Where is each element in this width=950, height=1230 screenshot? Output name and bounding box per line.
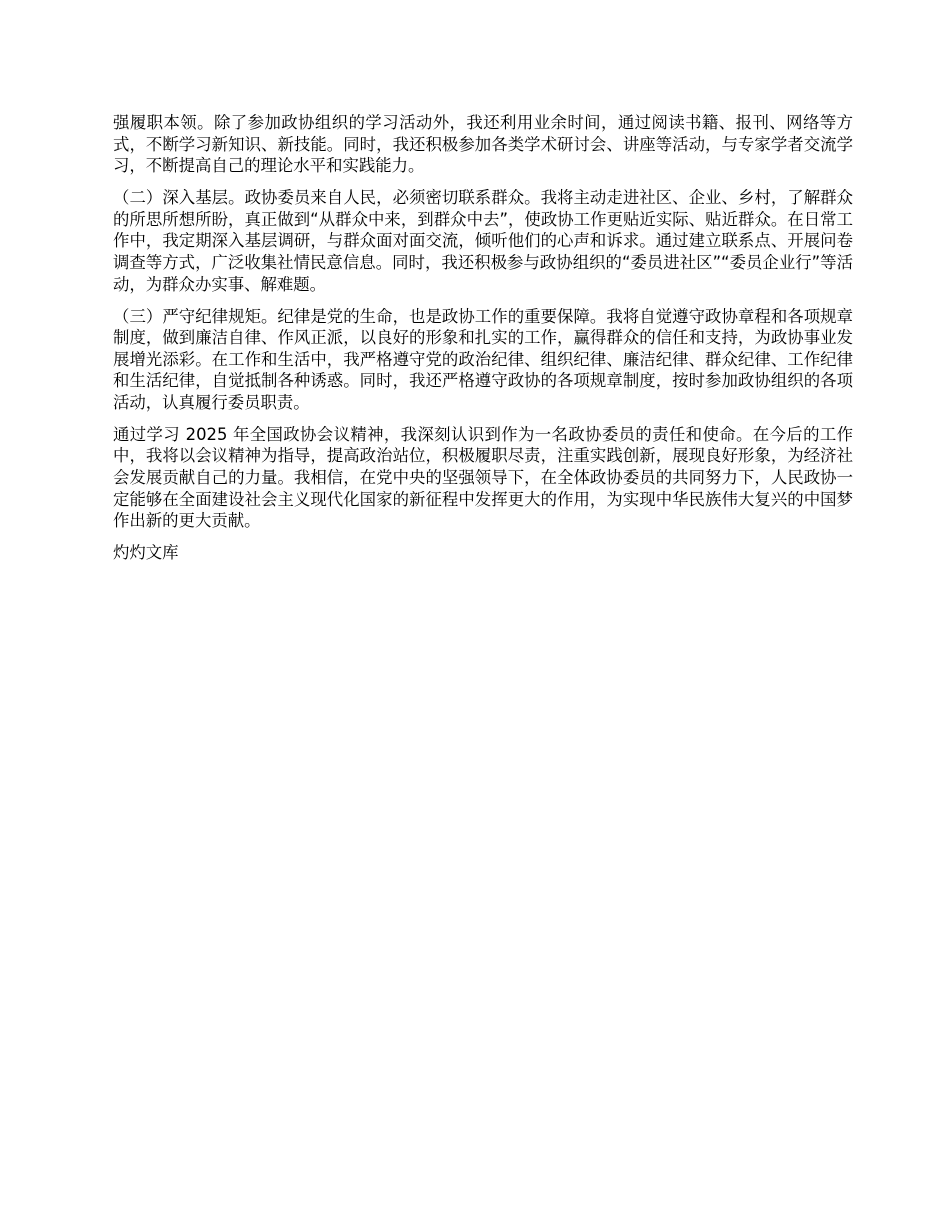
document-body [113, 112, 853, 564]
paragraph-discipline: （三）严守纪律规矩。纪律是党的生命，也是政协工作的重要保障。我将自觉遵守政协章程和各项规章制度，做到廉洁自律、作风正派，以良好的形象和扎实的工作，赢得群众的信任和支持，为政协事业发展增光添彩。在工作和生活中，我严格遵守党的政治纪律、组织纪律、廉洁纪律、群众纪律、工作纪律和生活纪律，自觉抵制各种诱惑。同时，我还严格遵守政协的各项规章制度，按时参加政协组织的各项活动，认真履行委员职责。 [113, 306, 853, 412]
signature: 灼灼文库 [113, 543, 179, 563]
paragraph-conclusion: 通过学习 2025 年全国政协会议精神，我深刻认识到作为一名政协委员的责任和使命。在今后的工作中，我将以会议精神为指导，提高政治站位，积极履职尽责，注重实践创新，展现良好形象，为经济社会发展贡献自己的力量。我相信，在党中央的坚强领导下，在全体政协委员的共同努力下，人民政协一定能够在全面建设社会主义现代化国家的新征程中发挥更大的作用，为实现中华民族伟大复兴的中国梦作出新的更大贡献。 [113, 424, 853, 531]
paragraph-study: 强履职本领。除了参加政协组织的学习活动外，我还利用业余时间，通过阅读书籍、报刊、网络等方式，不断学习新知识、新技能。同时，我还积极参加各类学术研讨会、讲座等活动，与专家学者交流学习，不断提高自己的理论水平和实践能力。 [113, 113, 853, 176]
paragraph-grassroots: （二）深入基层。政协委员来自人民，必须密切联系群众。我将主动走进社区、企业、乡村，了解群众的所思所想所盼，真正做到“从群众中来，到群众中去”，使政协工作更贴近实际、贴近群众。在日常工作中，我定期深入基层调研，与群众面对面交流，倾听他们的心声和诉求。通过建立联系点、开展问卷调查等方式，广泛收集社情民意信息。同时，我还积极参与政协组织的“委员进社区”“委员企业行”等活动，为群众办实事、解难题。 [113, 188, 853, 294]
